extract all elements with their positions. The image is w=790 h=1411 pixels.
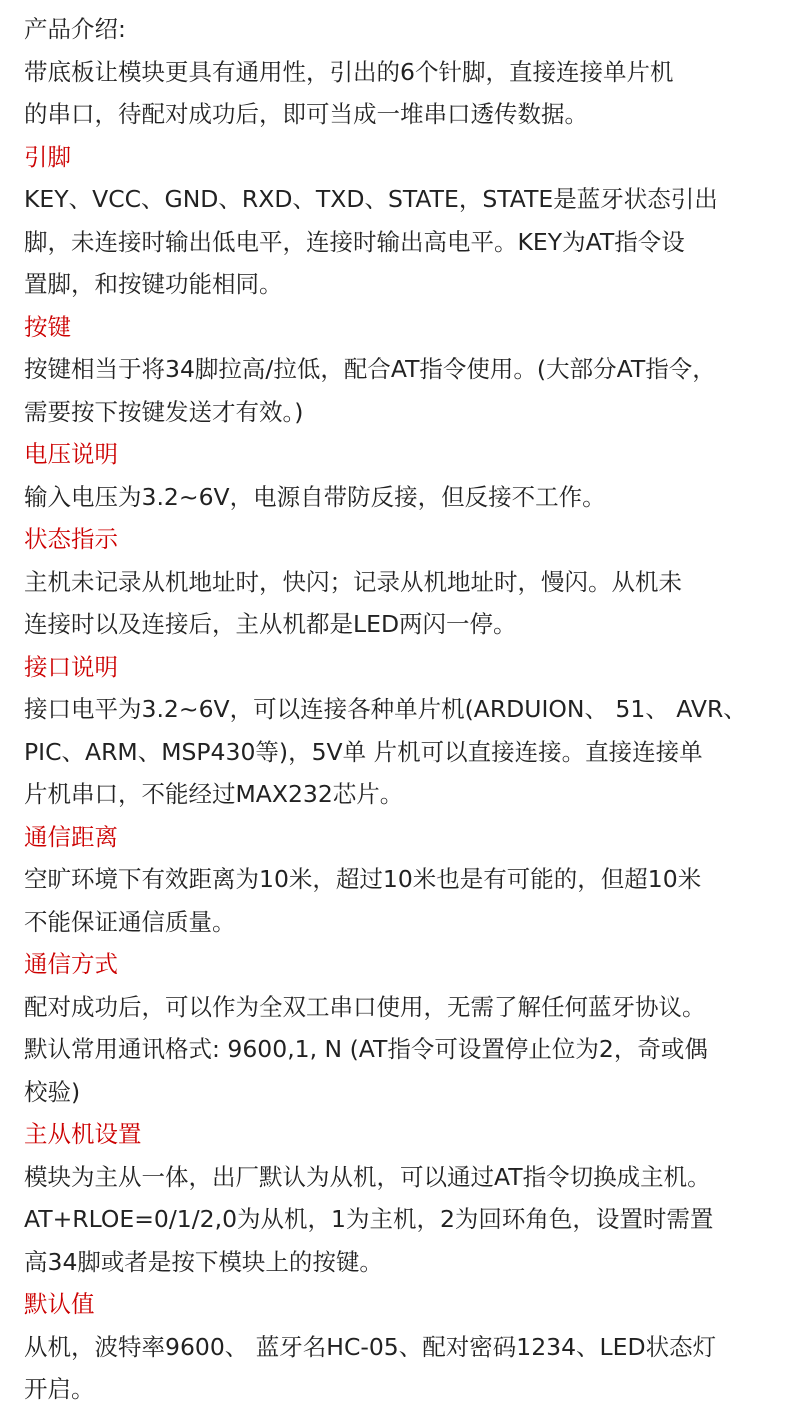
interface-heading: 接口说明 (24, 652, 118, 681)
defaults-line-2: 开启。 (24, 1375, 95, 1403)
status-heading: 状态指示 (24, 525, 118, 553)
distance-line-1: 空旷环境下有效距离为10米，超过10米也是有可能的，但超10米 (24, 865, 702, 893)
interface-line-1: 接口电平为3.2~6V，可以连接各种单片机(ARDUION、 51、 AVR、 (24, 695, 747, 723)
pins-heading: 引脚 (24, 142, 71, 171)
role-line-2: AT+RLOE=0/1/2,0为从机，1为主机，2为回环角色，设置时需置 (24, 1205, 714, 1233)
interface-line-3: 片机串口，不能经过MAX232芯片。 (24, 780, 404, 808)
status-line-2: 连接时以及连接后，主从机都是LED两闪一停。 (24, 610, 517, 638)
comm-mode-heading: 通信方式 (24, 950, 118, 978)
role-heading: 主从机设置 (24, 1120, 142, 1148)
defaults-heading: 默认值 (24, 1290, 95, 1318)
voltage-line-1: 输入电压为3.2~6V，电源自带防反接，但反接不工作。 (24, 482, 606, 511)
status-line-1: 主机未记录从机地址时，快闪；记录从机地址时，慢闪。从机未 (24, 567, 682, 596)
button-heading: 按键 (24, 312, 71, 341)
role-line-3: 高34脚或者是按下模块上的按键。 (24, 1247, 383, 1276)
button-line-2: 需要按下按键发送才有效。) (24, 397, 304, 426)
pins-line-2: 脚，未连接时输出低电平，连接时输出高电平。KEY为AT指令设 (24, 227, 685, 256)
voltage-heading: 电压说明 (24, 440, 118, 468)
defaults-line-1: 从机，波特率9600、 蓝牙名HC-05、配对密码1234、LED状态灯 (24, 1332, 717, 1361)
comm-mode-line-3: 校验) (24, 1077, 81, 1106)
interface-line-2: PIC、ARM、MSP430等)，5V单 片机可以直接连接。直接连接单 (24, 737, 703, 766)
comm-mode-line-1: 配对成功后，可以作为全双工串口使用，无需了解任何蓝牙协议。 (24, 992, 706, 1021)
button-line-1: 按键相当于将34脚拉高/拉低，配合AT指令使用。(大部分AT指令， (24, 355, 716, 383)
intro-line-1: 带底板让模块更具有通用性，引出的6个针脚，直接连接单片机 (24, 57, 674, 86)
distance-heading: 通信距离 (24, 822, 118, 851)
distance-line-2: 不能保证通信质量。 (24, 907, 236, 936)
product-description-document (24, 8, 784, 1411)
role-line-1: 模块为主从一体，出厂默认为从机，可以通过AT指令切换成主机。 (24, 1162, 711, 1191)
intro-line-2: 的串口，待配对成功后，即可当成一堆串口透传数据。 (24, 100, 588, 128)
section-title: 产品介绍: (24, 15, 126, 43)
comm-mode-line-2: 默认常用通讯格式: 9600,1, N (AT指令可设置停止位为2，奇或偶 (24, 1035, 708, 1063)
pins-line-3: 置脚，和按键功能相同。 (24, 270, 283, 298)
pins-line-1: KEY、VCC、GND、RXD、TXD、STATE，STATE是蓝牙状态引出 (24, 185, 718, 213)
